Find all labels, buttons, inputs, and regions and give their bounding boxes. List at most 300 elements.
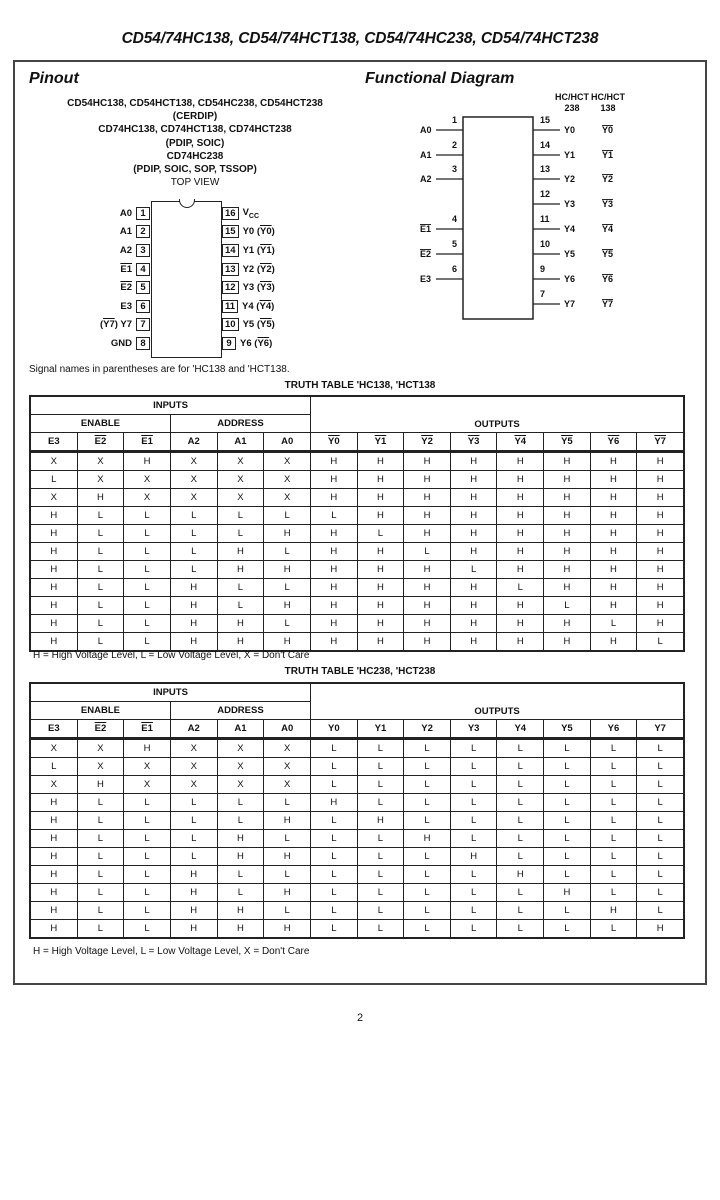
- table-cell: L: [544, 848, 591, 866]
- pin-15: [222, 223, 275, 242]
- table-cell: L: [124, 920, 171, 939]
- pin-label: A0: [119, 207, 132, 219]
- table-cell: L: [264, 543, 311, 561]
- table-cell: H: [170, 884, 217, 902]
- table-cell: X: [170, 489, 217, 507]
- table-cell: H: [30, 794, 77, 812]
- pin-label: E1: [120, 263, 132, 275]
- decoder-block: [463, 117, 533, 319]
- table-cell: L: [77, 507, 124, 525]
- output-label-138: Y3: [602, 199, 614, 209]
- table-cell: L: [450, 902, 497, 920]
- table-cell: H: [217, 920, 264, 939]
- table-cell: H: [311, 489, 358, 507]
- table-cell: L: [77, 902, 124, 920]
- pin-16: [222, 204, 259, 223]
- table-cell: L: [77, 794, 124, 812]
- column-header-y5: Y5: [544, 433, 591, 452]
- table-cell: L: [264, 615, 311, 633]
- table-cell: H: [404, 579, 451, 597]
- table-cell: L: [77, 561, 124, 579]
- input-label: A1: [420, 150, 432, 160]
- table-cell: L: [450, 739, 497, 758]
- table-cell: L: [170, 794, 217, 812]
- input-pin-number: 1: [452, 115, 458, 125]
- table-row: [30, 471, 684, 489]
- table-cell: L: [404, 794, 451, 812]
- table-cell: H: [357, 633, 404, 652]
- output-pin-number: 9: [540, 264, 546, 274]
- table-cell: L: [357, 776, 404, 794]
- table-cell: H: [30, 579, 77, 597]
- table-cell: H: [357, 597, 404, 615]
- table-cell: H: [404, 507, 451, 525]
- output-label-238: Y6: [564, 274, 576, 284]
- table-cell: H: [544, 525, 591, 543]
- output-label-238: Y7: [564, 299, 576, 309]
- table-cell: H: [637, 920, 684, 939]
- table-cell: H: [590, 633, 637, 652]
- table-cell: H: [590, 525, 637, 543]
- table-cell: L: [170, 561, 217, 579]
- table-cell: L: [311, 739, 358, 758]
- column-header-a2: A2: [170, 720, 217, 739]
- pin-number: 1: [136, 207, 150, 220]
- table-cell: H: [311, 471, 358, 489]
- table-cell: H: [124, 452, 171, 471]
- table-cell: L: [77, 866, 124, 884]
- table-cell: H: [311, 452, 358, 471]
- table-cell: L: [357, 848, 404, 866]
- page-header-title: CD54/74HC138, CD54/74HCT138, CD54/74HC238, CD54/74HCT238: [121, 30, 599, 47]
- table-cell: X: [124, 776, 171, 794]
- enable-group-header: ENABLE: [30, 702, 170, 720]
- table-row: [30, 920, 684, 939]
- table-cell: L: [544, 794, 591, 812]
- table-cell: H: [311, 633, 358, 652]
- enable-group-header: ENABLE: [30, 415, 170, 433]
- output-pin-number: 11: [540, 214, 550, 224]
- pin-label: E2: [120, 282, 132, 294]
- table-cell: H: [264, 812, 311, 830]
- input-label: A0: [420, 125, 432, 135]
- table-cell: L: [311, 848, 358, 866]
- table-cell: H: [450, 525, 497, 543]
- table-cell: H: [590, 507, 637, 525]
- table-cell: X: [77, 739, 124, 758]
- table-cell: H: [264, 920, 311, 939]
- table-cell: L: [497, 920, 544, 939]
- output-pin-number: 15: [540, 115, 551, 125]
- column-header-y4: Y4: [497, 720, 544, 739]
- table-cell: L: [404, 543, 451, 561]
- table-cell: L: [264, 830, 311, 848]
- table-cell: H: [357, 561, 404, 579]
- table-row: [30, 489, 684, 507]
- column-header-y3: Y3: [450, 720, 497, 739]
- truth-table-238-title: TRUTH TABLE 'HC238, 'HCT238: [284, 666, 436, 677]
- table-cell: H: [637, 543, 684, 561]
- table-cell: L: [544, 597, 591, 615]
- pin-label: Y5 (Y5): [242, 319, 275, 331]
- table-cell: L: [217, 884, 264, 902]
- table-cell: L: [357, 758, 404, 776]
- pin-number: 14: [222, 244, 239, 257]
- table-cell: H: [637, 561, 684, 579]
- column-header-238-sub: 238: [564, 103, 580, 113]
- table-cell: H: [170, 902, 217, 920]
- table-cell: H: [544, 471, 591, 489]
- table-cell: L: [404, 758, 451, 776]
- pin-8: [111, 334, 150, 353]
- table-cell: H: [637, 525, 684, 543]
- table-row: [30, 525, 684, 543]
- column-header-y6: Y6: [590, 720, 637, 739]
- table-cell: H: [357, 615, 404, 633]
- table-cell: L: [637, 848, 684, 866]
- table-cell: L: [311, 776, 358, 794]
- table-cell: L: [450, 758, 497, 776]
- table-cell: L: [124, 884, 171, 902]
- table-cell: L: [590, 848, 637, 866]
- table-cell: X: [77, 471, 124, 489]
- table-cell: H: [544, 452, 591, 471]
- column-header-y0: Y0: [311, 433, 358, 452]
- output-pin-number: 7: [540, 289, 546, 299]
- table-cell: H: [637, 507, 684, 525]
- table-row: [30, 633, 684, 652]
- table-cell: L: [77, 579, 124, 597]
- table-cell: L: [77, 920, 124, 939]
- column-header-138-sub: 138: [600, 103, 616, 113]
- table-cell: L: [217, 812, 264, 830]
- output-label-238: Y5: [564, 249, 576, 259]
- table-cell: H: [311, 525, 358, 543]
- truth-table-238-legend: H = High Voltage Level, L = Low Voltage Level, X = Don't Care: [33, 946, 310, 957]
- table-cell: H: [217, 633, 264, 652]
- table-cell: H: [264, 597, 311, 615]
- table-cell: H: [357, 489, 404, 507]
- table-cell: H: [544, 543, 591, 561]
- table-cell: X: [217, 739, 264, 758]
- output-pin-number: 10: [540, 239, 551, 249]
- table-row: [30, 794, 684, 812]
- table-cell: L: [124, 525, 171, 543]
- pin-label: (Y7) Y7: [99, 319, 132, 331]
- truth-table-138-title: TRUTH TABLE 'HC138, 'HCT138: [284, 380, 436, 391]
- table-row: [30, 848, 684, 866]
- column-header-y1: Y1: [357, 720, 404, 739]
- pin-number: 8: [136, 337, 150, 350]
- table-cell: L: [30, 758, 77, 776]
- table-cell: L: [404, 866, 451, 884]
- column-header-a2: A2: [170, 433, 217, 452]
- table-cell: L: [544, 866, 591, 884]
- table-cell: H: [30, 866, 77, 884]
- table-cell: H: [404, 561, 451, 579]
- table-cell: H: [544, 507, 591, 525]
- table-cell: H: [264, 884, 311, 902]
- table-cell: L: [311, 920, 358, 939]
- table-cell: L: [590, 866, 637, 884]
- table-cell: L: [170, 543, 217, 561]
- table-cell: H: [311, 561, 358, 579]
- table-cell: X: [77, 758, 124, 776]
- pin-13: [222, 260, 275, 279]
- column-header-y3: Y3: [450, 433, 497, 452]
- table-cell: H: [404, 452, 451, 471]
- table-cell: L: [357, 525, 404, 543]
- table-cell: L: [170, 848, 217, 866]
- table-cell: H: [264, 525, 311, 543]
- table-cell: X: [264, 452, 311, 471]
- table-cell: L: [124, 615, 171, 633]
- table-cell: L: [637, 739, 684, 758]
- table-cell: L: [311, 884, 358, 902]
- table-cell: L: [357, 920, 404, 939]
- package-line: CD74HC238: [166, 150, 224, 162]
- table-cell: L: [497, 794, 544, 812]
- table-cell: L: [544, 776, 591, 794]
- table-cell: L: [544, 830, 591, 848]
- table-cell: L: [170, 525, 217, 543]
- table-row: [30, 812, 684, 830]
- table-cell: H: [637, 489, 684, 507]
- table-cell: X: [217, 776, 264, 794]
- column-header-y7: Y7: [637, 433, 684, 452]
- table-cell: L: [590, 758, 637, 776]
- table-cell: H: [170, 633, 217, 652]
- input-label: E2: [420, 249, 432, 259]
- pin-1: [120, 204, 150, 223]
- table-cell: L: [590, 776, 637, 794]
- table-cell: X: [217, 452, 264, 471]
- table-cell: H: [124, 739, 171, 758]
- table-cell: H: [637, 471, 684, 489]
- table-cell: L: [404, 902, 451, 920]
- table-cell: H: [404, 830, 451, 848]
- inputs-group-header: INPUTS: [30, 396, 311, 415]
- outputs-group-header: OUTPUTS: [311, 683, 684, 720]
- table-cell: L: [77, 830, 124, 848]
- pin-7: [100, 316, 150, 335]
- table-cell: L: [77, 812, 124, 830]
- input-pin-number: 5: [452, 239, 458, 249]
- table-cell: H: [30, 615, 77, 633]
- outputs-group-header: OUTPUTS: [311, 396, 684, 433]
- table-cell: L: [404, 812, 451, 830]
- table-cell: L: [311, 830, 358, 848]
- table-cell: H: [311, 543, 358, 561]
- table-cell: H: [544, 633, 591, 652]
- package-list: [40, 97, 350, 189]
- table-cell: H: [217, 543, 264, 561]
- output-label-138: Y0: [602, 125, 614, 135]
- table-cell: L: [170, 812, 217, 830]
- table-cell: L: [77, 543, 124, 561]
- pinout-title: Pinout: [29, 70, 79, 87]
- table-cell: H: [590, 471, 637, 489]
- table-row: [30, 884, 684, 902]
- truth-table-138-legend: H = High Voltage Level, L = Low Voltage Level, X = Don't Care: [33, 650, 310, 661]
- table-cell: L: [77, 615, 124, 633]
- column-header-e2: E2: [77, 433, 124, 452]
- table-cell: L: [124, 794, 171, 812]
- table-cell: L: [124, 902, 171, 920]
- table-cell: L: [124, 579, 171, 597]
- pin-label: Y2 (Y2): [242, 263, 275, 275]
- column-header-y6: Y6: [590, 433, 637, 452]
- table-row: [30, 597, 684, 615]
- table-cell: L: [637, 884, 684, 902]
- table-cell: X: [170, 776, 217, 794]
- table-cell: X: [264, 776, 311, 794]
- pin-6: [120, 297, 150, 316]
- table-cell: L: [404, 739, 451, 758]
- input-label: E3: [420, 274, 432, 284]
- table-cell: L: [637, 794, 684, 812]
- table-cell: L: [497, 812, 544, 830]
- table-cell: X: [124, 471, 171, 489]
- output-pin-number: 14: [540, 140, 551, 150]
- table-cell: L: [590, 884, 637, 902]
- table-cell: X: [77, 452, 124, 471]
- table-cell: L: [357, 830, 404, 848]
- package-line: CD54HC138, CD54HCT138, CD54HC238, CD54HCT238: [67, 98, 323, 109]
- column-header-e3: E3: [30, 720, 77, 739]
- table-cell: H: [217, 848, 264, 866]
- table-cell: X: [264, 489, 311, 507]
- table-cell: L: [311, 866, 358, 884]
- pin-label: A2: [119, 244, 132, 256]
- table-cell: L: [311, 902, 358, 920]
- pin-label: Y4 (Y4): [242, 300, 275, 312]
- table-cell: L: [637, 776, 684, 794]
- package-line: (CERDIP): [172, 111, 218, 123]
- pin-number: 2: [136, 225, 150, 238]
- table-cell: L: [497, 758, 544, 776]
- table-cell: H: [311, 579, 358, 597]
- input-pin-number: 3: [452, 164, 458, 174]
- table-cell: X: [217, 489, 264, 507]
- table-cell: H: [264, 848, 311, 866]
- signal-names-note: Signal names in parentheses are for 'HC138 and 'HCT138.: [29, 364, 290, 375]
- pin-number: 5: [136, 281, 150, 294]
- pin-label: E3: [120, 300, 132, 312]
- table-cell: H: [404, 633, 451, 652]
- column-header-y1: Y1: [357, 433, 404, 452]
- table-cell: L: [124, 812, 171, 830]
- table-cell: L: [637, 866, 684, 884]
- table-cell: L: [404, 920, 451, 939]
- column-header-e1: E1: [124, 720, 171, 739]
- table-cell: L: [637, 633, 684, 652]
- table-cell: L: [590, 812, 637, 830]
- table-cell: H: [544, 561, 591, 579]
- table-cell: L: [124, 507, 171, 525]
- table-cell: L: [590, 794, 637, 812]
- pin-label: A1: [119, 226, 132, 238]
- table-cell: L: [77, 597, 124, 615]
- table-cell: H: [450, 489, 497, 507]
- table-cell: L: [590, 739, 637, 758]
- table-cell: H: [311, 794, 358, 812]
- table-cell: L: [404, 776, 451, 794]
- table-cell: L: [30, 471, 77, 489]
- table-cell: H: [357, 812, 404, 830]
- table-cell: X: [170, 452, 217, 471]
- column-header-row: [30, 433, 684, 452]
- table-cell: H: [497, 633, 544, 652]
- table-cell: L: [170, 830, 217, 848]
- table-cell: X: [217, 471, 264, 489]
- table-cell: X: [124, 489, 171, 507]
- table-row: [30, 615, 684, 633]
- table-cell: L: [311, 507, 358, 525]
- table-cell: H: [450, 633, 497, 652]
- table-cell: H: [450, 848, 497, 866]
- table-cell: X: [170, 471, 217, 489]
- table-cell: H: [497, 561, 544, 579]
- table-cell: H: [357, 579, 404, 597]
- table-cell: H: [590, 489, 637, 507]
- input-pin-number: 6: [452, 264, 458, 274]
- table-cell: H: [590, 561, 637, 579]
- table-cell: H: [170, 615, 217, 633]
- table-cell: H: [497, 597, 544, 615]
- table-cell: L: [217, 597, 264, 615]
- table-cell: H: [450, 615, 497, 633]
- output-label-138: Y1: [602, 150, 614, 160]
- table-cell: L: [124, 830, 171, 848]
- pin-number: 10: [222, 318, 239, 331]
- table-cell: X: [217, 758, 264, 776]
- table-cell: H: [637, 597, 684, 615]
- table-cell: H: [357, 543, 404, 561]
- column-header-y2: Y2: [404, 433, 451, 452]
- output-label-138: Y5: [602, 249, 614, 259]
- output-label-238: Y2: [564, 174, 576, 184]
- table-cell: X: [264, 471, 311, 489]
- table-cell: L: [450, 776, 497, 794]
- pin-label: Y0 (Y0): [242, 226, 275, 238]
- table-cell: H: [637, 452, 684, 471]
- input-pin-number: 2: [452, 140, 458, 150]
- package-line: (PDIP, SOIC, SOP, TSSOP): [133, 164, 257, 176]
- functional-diagram-title: Functional Diagram: [365, 70, 515, 87]
- table-cell: L: [497, 848, 544, 866]
- pin-number: 9: [222, 337, 236, 350]
- table-cell: H: [497, 525, 544, 543]
- table-cell: H: [311, 597, 358, 615]
- table-cell: L: [544, 902, 591, 920]
- output-label-238: Y0: [564, 125, 576, 135]
- pin-number: 7: [136, 318, 150, 331]
- pin-12: [222, 278, 275, 297]
- table-cell: H: [544, 579, 591, 597]
- table-cell: X: [124, 758, 171, 776]
- table-cell: L: [217, 579, 264, 597]
- table-cell: H: [590, 452, 637, 471]
- table-cell: H: [544, 615, 591, 633]
- pin-label: Y3 (Y3): [242, 282, 275, 294]
- table-cell: H: [30, 561, 77, 579]
- table-cell: X: [264, 758, 311, 776]
- table-cell: L: [311, 812, 358, 830]
- dip-package-body: [151, 201, 222, 358]
- pin-number: 11: [222, 300, 238, 313]
- table-cell: H: [264, 633, 311, 652]
